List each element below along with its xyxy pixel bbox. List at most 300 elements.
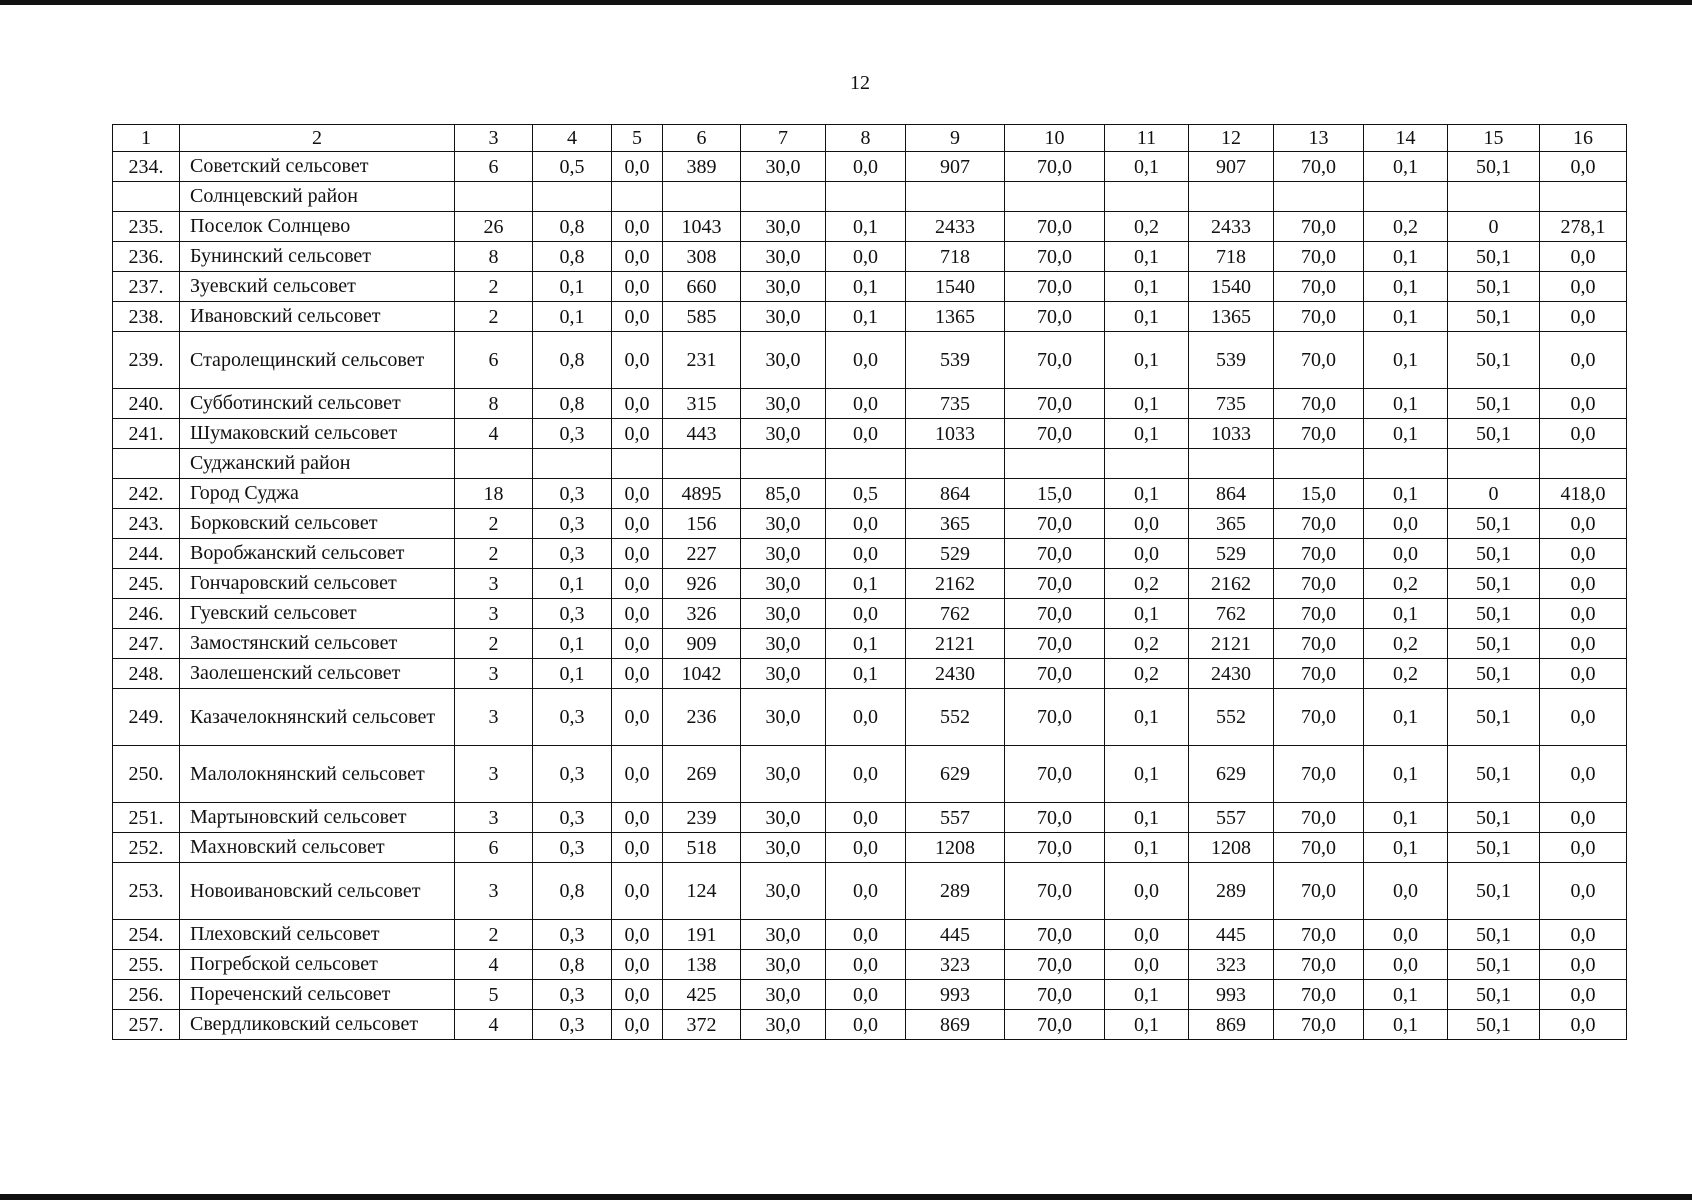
district-name: Солнцевский район xyxy=(180,182,455,212)
value-cell: 0 xyxy=(1448,212,1540,242)
value-cell: 0,0 xyxy=(612,212,663,242)
value-cell: 50,1 xyxy=(1448,746,1540,803)
row-number: 242. xyxy=(113,479,180,509)
value-cell: 0,1 xyxy=(1364,332,1448,389)
value-cell: 907 xyxy=(906,152,1005,182)
value-cell: 0,0 xyxy=(612,950,663,980)
value-cell: 0,0 xyxy=(826,1010,906,1040)
value-cell: 0,1 xyxy=(826,212,906,242)
value-cell: 718 xyxy=(1189,242,1274,272)
data-table xyxy=(112,124,1627,1040)
value-cell: 289 xyxy=(906,863,1005,920)
settlement-name: Гуевский сельсовет xyxy=(180,599,455,629)
value-cell: 0,2 xyxy=(1364,629,1448,659)
value-cell: 443 xyxy=(663,419,741,449)
row-number: 244. xyxy=(113,539,180,569)
value-cell: 289 xyxy=(1189,863,1274,920)
value-cell: 50,1 xyxy=(1448,332,1540,389)
header-cell: 14 xyxy=(1364,125,1448,152)
value-cell: 365 xyxy=(906,509,1005,539)
table-row xyxy=(113,1010,1627,1040)
settlement-name: Бунинский сельсовет xyxy=(180,242,455,272)
value-cell: 30,0 xyxy=(741,272,826,302)
value-cell: 0,0 xyxy=(1540,389,1627,419)
row-number: 236. xyxy=(113,242,180,272)
value-cell: 50,1 xyxy=(1448,272,1540,302)
table-row xyxy=(113,803,1627,833)
value-cell: 0,1 xyxy=(533,629,612,659)
value-cell: 3 xyxy=(455,569,533,599)
value-cell: 50,1 xyxy=(1448,242,1540,272)
value-cell: 0,0 xyxy=(826,689,906,746)
value-cell: 15,0 xyxy=(1005,479,1105,509)
header-cell: 6 xyxy=(663,125,741,152)
value-cell: 0,1 xyxy=(1105,479,1189,509)
value-cell: 70,0 xyxy=(1005,980,1105,1010)
header-cell: 5 xyxy=(612,125,663,152)
value-cell: 0,0 xyxy=(1105,509,1189,539)
value-cell: 0,1 xyxy=(1105,242,1189,272)
value-cell: 8 xyxy=(455,389,533,419)
value-cell: 869 xyxy=(1189,1010,1274,1040)
value-cell: 0,0 xyxy=(1364,920,1448,950)
value-cell: 6 xyxy=(455,833,533,863)
value-cell: 993 xyxy=(906,980,1005,1010)
value-cell: 30,0 xyxy=(741,920,826,950)
value-cell: 2 xyxy=(455,539,533,569)
value-cell: 1033 xyxy=(906,419,1005,449)
value-cell: 70,0 xyxy=(1005,272,1105,302)
value-cell: 0,0 xyxy=(1105,863,1189,920)
value-cell: 762 xyxy=(906,599,1005,629)
value-cell: 239 xyxy=(663,803,741,833)
value-cell: 1043 xyxy=(663,212,741,242)
value-cell: 0,0 xyxy=(612,302,663,332)
empty-cell xyxy=(663,449,741,479)
value-cell: 269 xyxy=(663,746,741,803)
value-cell: 0,0 xyxy=(612,689,663,746)
settlement-name: Погребской сельсовет xyxy=(180,950,455,980)
value-cell: 926 xyxy=(663,569,741,599)
value-cell: 0,1 xyxy=(1105,419,1189,449)
value-cell: 70,0 xyxy=(1005,539,1105,569)
table-row xyxy=(113,920,1627,950)
value-cell: 0,1 xyxy=(1364,833,1448,863)
value-cell: 445 xyxy=(906,920,1005,950)
value-cell: 0,2 xyxy=(1105,569,1189,599)
value-cell: 30,0 xyxy=(741,689,826,746)
value-cell: 0,1 xyxy=(1364,152,1448,182)
value-cell: 518 xyxy=(663,833,741,863)
value-cell: 864 xyxy=(1189,479,1274,509)
value-cell: 0,0 xyxy=(826,599,906,629)
header-cell: 3 xyxy=(455,125,533,152)
value-cell: 50,1 xyxy=(1448,539,1540,569)
value-cell: 0,0 xyxy=(826,509,906,539)
value-cell: 50,1 xyxy=(1448,629,1540,659)
table-row xyxy=(113,980,1627,1010)
value-cell: 0,0 xyxy=(612,509,663,539)
value-cell: 0,8 xyxy=(533,389,612,419)
settlement-name: Новоивановский сельсовет xyxy=(180,863,455,920)
empty-cell xyxy=(826,449,906,479)
value-cell: 0,0 xyxy=(826,152,906,182)
value-cell: 50,1 xyxy=(1448,833,1540,863)
value-cell: 0,0 xyxy=(1540,302,1627,332)
value-cell: 0,0 xyxy=(612,419,663,449)
value-cell: 762 xyxy=(1189,599,1274,629)
value-cell: 70,0 xyxy=(1274,950,1364,980)
value-cell: 70,0 xyxy=(1274,599,1364,629)
value-cell: 4 xyxy=(455,1010,533,1040)
value-cell: 907 xyxy=(1189,152,1274,182)
value-cell: 0,1 xyxy=(1105,272,1189,302)
row-number: 248. xyxy=(113,659,180,689)
value-cell: 2430 xyxy=(906,659,1005,689)
value-cell: 0,1 xyxy=(1105,746,1189,803)
value-cell: 30,0 xyxy=(741,332,826,389)
value-cell: 0,0 xyxy=(1105,920,1189,950)
settlement-name: Малолокнянский сельсовет xyxy=(180,746,455,803)
value-cell: 191 xyxy=(663,920,741,950)
value-cell: 0,0 xyxy=(1540,539,1627,569)
header-cell: 9 xyxy=(906,125,1005,152)
value-cell: 909 xyxy=(663,629,741,659)
table-row xyxy=(113,659,1627,689)
value-cell: 1033 xyxy=(1189,419,1274,449)
table-row xyxy=(113,242,1627,272)
table-body xyxy=(113,125,1627,1040)
value-cell: 70,0 xyxy=(1274,569,1364,599)
value-cell: 0,0 xyxy=(826,389,906,419)
value-cell: 231 xyxy=(663,332,741,389)
value-cell: 1365 xyxy=(906,302,1005,332)
value-cell: 1540 xyxy=(1189,272,1274,302)
value-cell: 0,1 xyxy=(533,659,612,689)
value-cell: 0,1 xyxy=(1105,980,1189,1010)
value-cell: 2121 xyxy=(906,629,1005,659)
value-cell: 2162 xyxy=(906,569,1005,599)
row-number: 250. xyxy=(113,746,180,803)
value-cell: 0,1 xyxy=(1105,152,1189,182)
header-cell: 12 xyxy=(1189,125,1274,152)
table-row xyxy=(113,212,1627,242)
value-cell: 0,3 xyxy=(533,539,612,569)
value-cell: 0,1 xyxy=(1105,302,1189,332)
empty-cell xyxy=(1364,449,1448,479)
district-row xyxy=(113,449,1627,479)
value-cell: 660 xyxy=(663,272,741,302)
value-cell: 1365 xyxy=(1189,302,1274,332)
value-cell: 425 xyxy=(663,980,741,1010)
value-cell: 0,0 xyxy=(1540,569,1627,599)
value-cell: 156 xyxy=(663,509,741,539)
row-number: 255. xyxy=(113,950,180,980)
value-cell: 372 xyxy=(663,1010,741,1040)
empty-cell xyxy=(113,182,180,212)
table-row xyxy=(113,746,1627,803)
value-cell: 0,0 xyxy=(1540,803,1627,833)
settlement-name: Замостянский сельсовет xyxy=(180,629,455,659)
value-cell: 0,0 xyxy=(1540,242,1627,272)
value-cell: 0,0 xyxy=(612,833,663,863)
value-cell: 138 xyxy=(663,950,741,980)
value-cell: 30,0 xyxy=(741,746,826,803)
value-cell: 365 xyxy=(1189,509,1274,539)
value-cell: 529 xyxy=(1189,539,1274,569)
value-cell: 0,0 xyxy=(612,569,663,599)
value-cell: 0,3 xyxy=(533,920,612,950)
value-cell: 0,0 xyxy=(1105,950,1189,980)
empty-cell xyxy=(1005,182,1105,212)
value-cell: 70,0 xyxy=(1005,212,1105,242)
value-cell: 0,1 xyxy=(533,272,612,302)
value-cell: 70,0 xyxy=(1005,659,1105,689)
table-row xyxy=(113,629,1627,659)
value-cell: 0,3 xyxy=(533,833,612,863)
row-number: 246. xyxy=(113,599,180,629)
value-cell: 0,1 xyxy=(1105,833,1189,863)
value-cell: 0,0 xyxy=(1540,863,1627,920)
value-cell: 0,0 xyxy=(1540,332,1627,389)
value-cell: 70,0 xyxy=(1005,389,1105,419)
value-cell: 30,0 xyxy=(741,950,826,980)
value-cell: 0,0 xyxy=(1364,509,1448,539)
value-cell: 0,0 xyxy=(612,479,663,509)
value-cell: 50,1 xyxy=(1448,419,1540,449)
value-cell: 0,0 xyxy=(826,746,906,803)
value-cell: 0,5 xyxy=(826,479,906,509)
value-cell: 0,3 xyxy=(533,599,612,629)
value-cell: 0,0 xyxy=(826,980,906,1010)
value-cell: 0,2 xyxy=(1364,659,1448,689)
value-cell: 0,2 xyxy=(1105,212,1189,242)
table-row xyxy=(113,833,1627,863)
row-number: 237. xyxy=(113,272,180,302)
value-cell: 26 xyxy=(455,212,533,242)
value-cell: 30,0 xyxy=(741,1010,826,1040)
row-number: 239. xyxy=(113,332,180,389)
value-cell: 70,0 xyxy=(1274,689,1364,746)
value-cell: 30,0 xyxy=(741,629,826,659)
value-cell: 0,1 xyxy=(1364,746,1448,803)
value-cell: 70,0 xyxy=(1005,332,1105,389)
settlement-name: Поселок Солнцево xyxy=(180,212,455,242)
value-cell: 70,0 xyxy=(1274,863,1364,920)
value-cell: 0,1 xyxy=(1364,689,1448,746)
value-cell: 3 xyxy=(455,689,533,746)
settlement-name: Старолещинский сельсовет xyxy=(180,332,455,389)
settlement-name: Заолешенский сельсовет xyxy=(180,659,455,689)
value-cell: 4 xyxy=(455,419,533,449)
value-cell: 0,2 xyxy=(1105,659,1189,689)
value-cell: 2430 xyxy=(1189,659,1274,689)
empty-cell xyxy=(1448,182,1540,212)
value-cell: 50,1 xyxy=(1448,599,1540,629)
value-cell: 50,1 xyxy=(1448,803,1540,833)
value-cell: 2 xyxy=(455,272,533,302)
value-cell: 0,1 xyxy=(1364,599,1448,629)
value-cell: 70,0 xyxy=(1005,833,1105,863)
header-cell: 16 xyxy=(1540,125,1627,152)
value-cell: 30,0 xyxy=(741,569,826,599)
settlement-name: Мартыновский сельсовет xyxy=(180,803,455,833)
value-cell: 0,0 xyxy=(826,920,906,950)
table-row xyxy=(113,509,1627,539)
value-cell: 70,0 xyxy=(1274,332,1364,389)
value-cell: 70,0 xyxy=(1274,389,1364,419)
value-cell: 552 xyxy=(1189,689,1274,746)
table-row xyxy=(113,332,1627,389)
value-cell: 0,0 xyxy=(612,863,663,920)
value-cell: 0,0 xyxy=(1540,272,1627,302)
settlement-name: Гончаровский сельсовет xyxy=(180,569,455,599)
value-cell: 539 xyxy=(1189,332,1274,389)
value-cell: 0,1 xyxy=(826,629,906,659)
value-cell: 418,0 xyxy=(1540,479,1627,509)
empty-cell xyxy=(1005,449,1105,479)
value-cell: 0,0 xyxy=(1540,950,1627,980)
value-cell: 70,0 xyxy=(1005,599,1105,629)
empty-cell xyxy=(1105,449,1189,479)
value-cell: 236 xyxy=(663,689,741,746)
empty-cell xyxy=(1274,449,1364,479)
row-number: 256. xyxy=(113,980,180,1010)
row-number: 243. xyxy=(113,509,180,539)
value-cell: 539 xyxy=(906,332,1005,389)
value-cell: 0,0 xyxy=(612,242,663,272)
value-cell: 2121 xyxy=(1189,629,1274,659)
value-cell: 70,0 xyxy=(1274,1010,1364,1040)
value-cell: 50,1 xyxy=(1448,950,1540,980)
value-cell: 3 xyxy=(455,746,533,803)
value-cell: 0,0 xyxy=(826,803,906,833)
value-cell: 0,3 xyxy=(533,803,612,833)
value-cell: 5 xyxy=(455,980,533,1010)
value-cell: 0,0 xyxy=(1540,152,1627,182)
value-cell: 0,1 xyxy=(1364,419,1448,449)
value-cell: 70,0 xyxy=(1274,803,1364,833)
header-cell: 13 xyxy=(1274,125,1364,152)
empty-cell xyxy=(455,449,533,479)
value-cell: 0,1 xyxy=(1364,242,1448,272)
header-cell: 1 xyxy=(113,125,180,152)
value-cell: 0,3 xyxy=(533,1010,612,1040)
value-cell: 30,0 xyxy=(741,302,826,332)
row-number: 238. xyxy=(113,302,180,332)
value-cell: 0,5 xyxy=(533,152,612,182)
empty-cell xyxy=(906,449,1005,479)
value-cell: 552 xyxy=(906,689,1005,746)
row-number: 253. xyxy=(113,863,180,920)
value-cell: 0,3 xyxy=(533,980,612,1010)
value-cell: 50,1 xyxy=(1448,389,1540,419)
value-cell: 70,0 xyxy=(1274,242,1364,272)
value-cell: 50,1 xyxy=(1448,302,1540,332)
settlement-name: Казачелокнянский сельсовет xyxy=(180,689,455,746)
value-cell: 2433 xyxy=(1189,212,1274,242)
value-cell: 70,0 xyxy=(1274,629,1364,659)
value-cell: 2162 xyxy=(1189,569,1274,599)
value-cell: 70,0 xyxy=(1274,539,1364,569)
value-cell: 278,1 xyxy=(1540,212,1627,242)
value-cell: 30,0 xyxy=(741,803,826,833)
value-cell: 30,0 xyxy=(741,980,826,1010)
header-cell: 11 xyxy=(1105,125,1189,152)
value-cell: 70,0 xyxy=(1005,152,1105,182)
value-cell: 0,0 xyxy=(1364,950,1448,980)
value-cell: 0,0 xyxy=(612,539,663,569)
value-cell: 0,0 xyxy=(612,152,663,182)
value-cell: 0,1 xyxy=(533,569,612,599)
value-cell: 70,0 xyxy=(1005,920,1105,950)
value-cell: 0,1 xyxy=(1105,389,1189,419)
value-cell: 50,1 xyxy=(1448,980,1540,1010)
value-cell: 70,0 xyxy=(1005,803,1105,833)
value-cell: 0,3 xyxy=(533,689,612,746)
value-cell: 4895 xyxy=(663,479,741,509)
value-cell: 0,1 xyxy=(1364,803,1448,833)
value-cell: 389 xyxy=(663,152,741,182)
value-cell: 0,0 xyxy=(1540,509,1627,539)
value-cell: 0,0 xyxy=(1540,419,1627,449)
table-row xyxy=(113,479,1627,509)
row-number: 249. xyxy=(113,689,180,746)
scan-top-border xyxy=(0,0,1692,5)
settlement-name: Субботинский сельсовет xyxy=(180,389,455,419)
value-cell: 629 xyxy=(1189,746,1274,803)
value-cell: 2 xyxy=(455,920,533,950)
value-cell: 50,1 xyxy=(1448,569,1540,599)
scan-bottom-border xyxy=(0,1194,1692,1200)
value-cell: 735 xyxy=(1189,389,1274,419)
value-cell: 869 xyxy=(906,1010,1005,1040)
value-cell: 30,0 xyxy=(741,389,826,419)
value-cell: 30,0 xyxy=(741,833,826,863)
row-number: 247. xyxy=(113,629,180,659)
value-cell: 0,0 xyxy=(612,272,663,302)
empty-cell xyxy=(1274,182,1364,212)
value-cell: 0,0 xyxy=(1540,689,1627,746)
settlement-name: Шумаковский сельсовет xyxy=(180,419,455,449)
value-cell: 50,1 xyxy=(1448,689,1540,746)
value-cell: 70,0 xyxy=(1274,419,1364,449)
value-cell: 2 xyxy=(455,629,533,659)
table-row xyxy=(113,950,1627,980)
row-number: 241. xyxy=(113,419,180,449)
value-cell: 6 xyxy=(455,152,533,182)
settlement-name: Махновский сельсовет xyxy=(180,833,455,863)
empty-cell xyxy=(1189,449,1274,479)
value-cell: 70,0 xyxy=(1274,659,1364,689)
value-cell: 30,0 xyxy=(741,659,826,689)
header-row xyxy=(113,125,1627,152)
value-cell: 0,1 xyxy=(1364,272,1448,302)
value-cell: 0,0 xyxy=(1105,539,1189,569)
value-cell: 0,0 xyxy=(826,950,906,980)
value-cell: 445 xyxy=(1189,920,1274,950)
district-name: Суджанский район xyxy=(180,449,455,479)
value-cell: 0,1 xyxy=(826,302,906,332)
value-cell: 50,1 xyxy=(1448,509,1540,539)
value-cell: 0,8 xyxy=(533,863,612,920)
header-cell: 10 xyxy=(1005,125,1105,152)
value-cell: 0,0 xyxy=(826,419,906,449)
value-cell: 2 xyxy=(455,302,533,332)
value-cell: 70,0 xyxy=(1274,746,1364,803)
row-number: 254. xyxy=(113,920,180,950)
value-cell: 30,0 xyxy=(741,242,826,272)
